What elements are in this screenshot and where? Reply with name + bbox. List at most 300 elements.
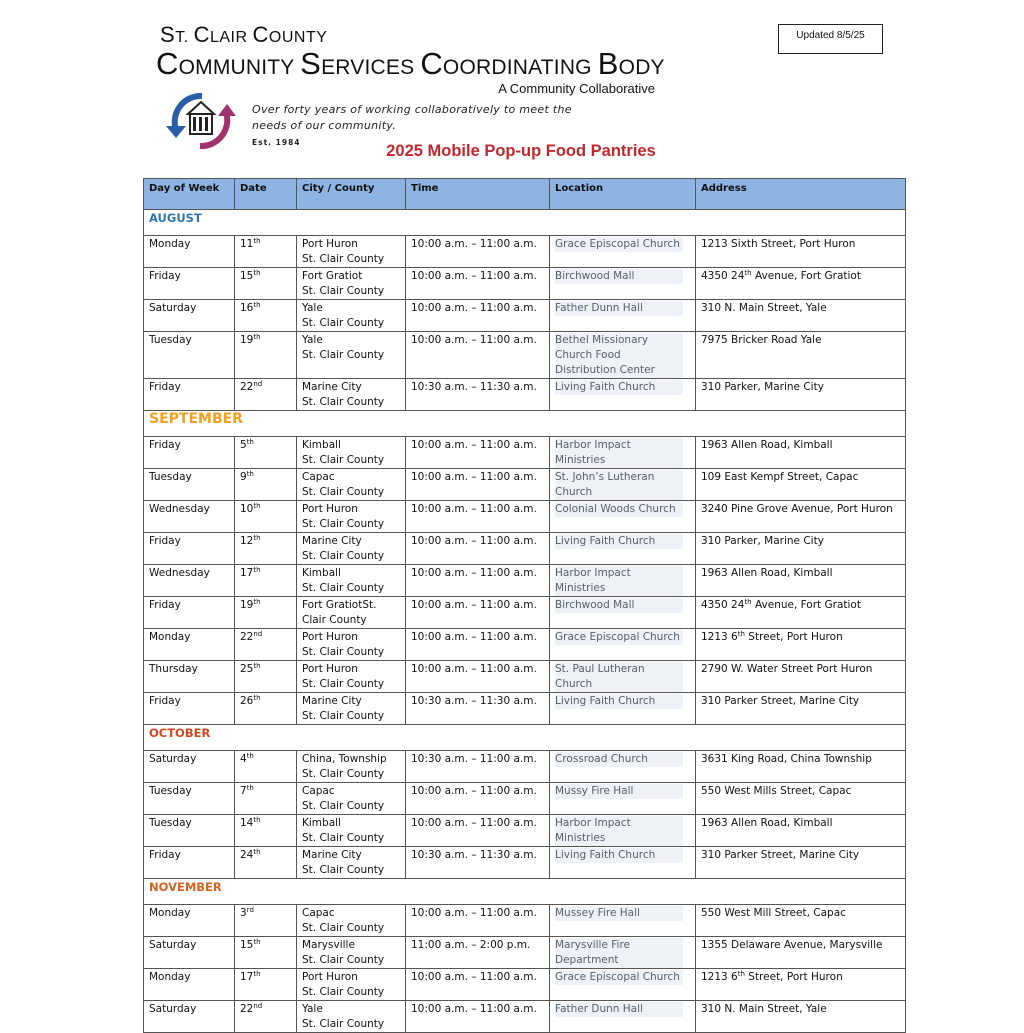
- city-cell: [297, 661, 406, 693]
- location-cell: [550, 268, 696, 300]
- county-name: St. Clair County: [302, 454, 385, 466]
- table-row: [144, 268, 906, 300]
- date-cell: [235, 332, 297, 379]
- time-cell: 10:00 a.m. – 11:00 a.m.: [406, 437, 550, 469]
- date-cell: [235, 437, 297, 469]
- county-name: St. Clair County: [302, 678, 385, 690]
- time-cell: 10:00 a.m. – 11:00 a.m.: [406, 300, 550, 332]
- date-number: 25: [240, 663, 254, 675]
- table-header-row: [144, 179, 906, 210]
- location-cell: [550, 332, 696, 379]
- date-suffix: th: [253, 237, 261, 245]
- location-name: Living Faith Church: [555, 848, 683, 863]
- date-cell: [235, 905, 297, 937]
- address-text: 2790 W. Water Street Port Huron: [701, 663, 873, 675]
- city-cell: [297, 565, 406, 597]
- city-cell: [297, 300, 406, 332]
- location-cell: [550, 847, 696, 879]
- date-cell: [235, 751, 297, 783]
- county-name: St. Clair County: [302, 550, 385, 562]
- date-cell: [235, 501, 297, 533]
- city-cell: [297, 751, 406, 783]
- date-cell: [235, 783, 297, 815]
- date-cell: [235, 268, 297, 300]
- date-number: 3: [240, 907, 247, 919]
- county-name: St. Clair County: [302, 832, 385, 844]
- city-name: Marine City: [302, 695, 362, 707]
- time-cell: 10:00 a.m. – 11:00 a.m.: [406, 565, 550, 597]
- location-name: Harbor Impact Ministries: [555, 438, 683, 468]
- city-name: Marine City: [302, 381, 362, 393]
- date-suffix: th: [253, 694, 261, 702]
- county-name: St. Clair County: [302, 253, 385, 265]
- address-cell: [696, 437, 906, 469]
- address-cell: [696, 629, 906, 661]
- day-cell: Wednesday: [144, 565, 235, 597]
- city-cell: [297, 437, 406, 469]
- location-name: Colonial Woods Church: [555, 502, 683, 517]
- county-name: St. Clair County: [302, 954, 385, 966]
- date-suffix: th: [246, 784, 254, 792]
- date-suffix: th: [253, 848, 261, 856]
- date-suffix: th: [253, 333, 261, 341]
- day-cell: Monday: [144, 905, 235, 937]
- address-text: 3240 Pine Grove Avenue, Port Huron: [701, 503, 893, 515]
- address-cell: [696, 533, 906, 565]
- address-text: 4350 24th Avenue, Fort Gratiot: [701, 598, 861, 611]
- date-cell: [235, 597, 297, 629]
- address-cell: [696, 597, 906, 629]
- city-cell: [297, 905, 406, 937]
- address-text: 109 East Kempf Street, Capac: [701, 471, 859, 483]
- location-cell: [550, 469, 696, 501]
- city-name: Port Huron: [302, 503, 358, 515]
- location-cell: [550, 783, 696, 815]
- address-text: 1963 Allen Road, Kimball: [701, 817, 833, 829]
- time-cell: 10:00 a.m. – 11:00 a.m.: [406, 629, 550, 661]
- date-cell: [235, 533, 297, 565]
- date-suffix: th: [253, 598, 261, 606]
- address-cell: [696, 905, 906, 937]
- address-cell: [696, 693, 906, 725]
- day-cell: Thursday: [144, 661, 235, 693]
- location-name: Crossroad Church: [555, 752, 683, 767]
- address-text: 310 Parker Street, Marine City: [701, 695, 860, 707]
- address-text: 1963 Allen Road, Kimball: [701, 567, 833, 579]
- location-name: Birchwood Mall: [555, 598, 683, 613]
- table-row: [144, 469, 906, 501]
- table-row: [144, 533, 906, 565]
- date-suffix: nd: [253, 380, 263, 388]
- date-number: 26: [240, 695, 254, 707]
- month-label: OCTOBER: [144, 725, 906, 751]
- date-number: 9: [240, 471, 247, 483]
- table-row: [144, 629, 906, 661]
- time-cell: 10:00 a.m. – 11:00 a.m.: [406, 905, 550, 937]
- date-number: 19: [240, 599, 254, 611]
- city-name: Port Huron: [302, 631, 358, 643]
- day-cell: Saturday: [144, 300, 235, 332]
- table-row: [144, 783, 906, 815]
- month-label: SEPTEMBER: [144, 411, 906, 437]
- city-cell: [297, 597, 406, 629]
- day-cell: Friday: [144, 847, 235, 879]
- location-name: Bethel Missionary Church Food Distribution Center: [555, 333, 683, 378]
- county-name: St. Clair County: [302, 518, 385, 530]
- city-cell: [297, 236, 406, 268]
- date-cell: [235, 937, 297, 969]
- month-header-row: [144, 210, 906, 236]
- location-name: Living Faith Church: [555, 534, 683, 549]
- location-name: Living Faith Church: [555, 694, 683, 709]
- city-name: Kimball: [302, 439, 341, 451]
- city-cell: [297, 379, 406, 411]
- city-name: Port Huron: [302, 238, 358, 250]
- location-name: Living Faith Church: [555, 380, 683, 395]
- day-cell: Friday: [144, 379, 235, 411]
- table-row: [144, 565, 906, 597]
- location-name: Mussy Fire Hall: [555, 784, 683, 799]
- date-cell: [235, 969, 297, 1001]
- date-number: 24: [240, 849, 254, 861]
- address-cell: [696, 1001, 906, 1033]
- org-name-line2: COMMUNITY SERVICES COORDINATING BODY: [156, 46, 665, 81]
- date-suffix: nd: [253, 630, 263, 638]
- city-cell: [297, 629, 406, 661]
- date-cell: [235, 693, 297, 725]
- date-suffix: th: [246, 752, 254, 760]
- date-number: 15: [240, 939, 254, 951]
- community-logo-icon: [162, 90, 240, 152]
- location-name: Marysville Fire Department: [555, 938, 683, 968]
- address-text: 1213 6th Street, Port Huron: [701, 970, 843, 983]
- address-cell: [696, 661, 906, 693]
- county-name: St. Clair County: [302, 1018, 385, 1030]
- date-number: 15: [240, 270, 254, 282]
- address-text: 310 N. Main Street, Yale: [701, 302, 827, 314]
- time-cell: 10:00 a.m. – 11:00 a.m.: [406, 969, 550, 1001]
- updated-date-box: Updated 8/5/25: [778, 24, 883, 54]
- county-name: St. Clair County: [302, 396, 385, 408]
- county-name: St. Clair County: [302, 317, 385, 329]
- address-cell: [696, 236, 906, 268]
- county-name: St. Clair County: [302, 864, 385, 876]
- column-header-date: Date: [235, 179, 297, 210]
- date-suffix: nd: [253, 1002, 263, 1010]
- location-cell: [550, 937, 696, 969]
- date-suffix: th: [253, 534, 261, 542]
- address-text: 310 Parker Street, Marine City: [701, 849, 860, 861]
- city-cell: [297, 533, 406, 565]
- location-cell: [550, 969, 696, 1001]
- column-header-time: Time: [406, 179, 550, 210]
- county-name: St. Clair County: [302, 986, 385, 998]
- city-name: Yale: [302, 1003, 323, 1015]
- location-name: Grace Episcopal Church: [555, 237, 683, 252]
- county-name: St. Clair County: [302, 582, 385, 594]
- month-header-row: [144, 411, 906, 437]
- table-row: [144, 969, 906, 1001]
- address-cell: [696, 815, 906, 847]
- date-suffix: th: [246, 438, 254, 446]
- table-row: [144, 597, 906, 629]
- table-row: [144, 1001, 906, 1033]
- time-cell: 10:30 a.m. – 11:30 a.m.: [406, 379, 550, 411]
- location-name: Father Dunn Hall: [555, 301, 683, 316]
- column-header-day: Day of Week: [144, 179, 235, 210]
- county-name: St. Clair County: [302, 800, 385, 812]
- address-text: 1355 Delaware Avenue, Marysville: [701, 939, 883, 951]
- city-name: Port Huron: [302, 971, 358, 983]
- location-cell: [550, 1001, 696, 1033]
- day-cell: Monday: [144, 629, 235, 661]
- time-cell: 10:00 a.m. – 11:00 a.m.: [406, 661, 550, 693]
- day-cell: Friday: [144, 437, 235, 469]
- city-cell: [297, 937, 406, 969]
- city-cell: [297, 969, 406, 1001]
- city-name: China, Township: [302, 753, 387, 765]
- county-name: St. Clair County: [302, 768, 385, 780]
- date-suffix: th: [253, 301, 261, 309]
- date-number: 17: [240, 971, 254, 983]
- time-cell: 11:00 a.m. – 2:00 p.m.: [406, 937, 550, 969]
- time-cell: 10:30 a.m. – 11:30 a.m.: [406, 847, 550, 879]
- org-subtitle: A Community Collaborative: [498, 81, 655, 96]
- date-cell: [235, 1001, 297, 1033]
- location-name: Birchwood Mall: [555, 269, 683, 284]
- date-number: 7: [240, 785, 247, 797]
- date-number: 10: [240, 503, 254, 515]
- date-suffix: th: [246, 470, 254, 478]
- date-cell: [235, 629, 297, 661]
- date-cell: [235, 300, 297, 332]
- date-cell: [235, 236, 297, 268]
- date-suffix: th: [253, 938, 261, 946]
- address-text: 310 Parker, Marine City: [701, 535, 824, 547]
- food-pantry-schedule-table: [143, 178, 906, 1033]
- city-name: Marysville: [302, 939, 355, 951]
- address-cell: [696, 847, 906, 879]
- table-row: [144, 815, 906, 847]
- date-number: 11: [240, 238, 254, 250]
- day-cell: Saturday: [144, 1001, 235, 1033]
- date-number: 22: [240, 1003, 254, 1015]
- table-row: [144, 937, 906, 969]
- table-row: [144, 300, 906, 332]
- city-cell: [297, 815, 406, 847]
- day-cell: Wednesday: [144, 501, 235, 533]
- date-number: 22: [240, 631, 254, 643]
- time-cell: 10:00 a.m. – 11:00 a.m.: [406, 332, 550, 379]
- location-name: Grace Episcopal Church: [555, 630, 683, 645]
- city-name: Marine City: [302, 535, 362, 547]
- location-cell: [550, 751, 696, 783]
- city-cell: [297, 783, 406, 815]
- location-cell: [550, 815, 696, 847]
- address-cell: [696, 751, 906, 783]
- date-suffix: th: [253, 269, 261, 277]
- city-name: Yale: [302, 302, 323, 314]
- day-cell: Friday: [144, 597, 235, 629]
- time-cell: 10:00 a.m. – 11:00 a.m.: [406, 597, 550, 629]
- city-cell: [297, 693, 406, 725]
- address-text: 4350 24th Avenue, Fort Gratiot: [701, 269, 861, 282]
- county-name: St. Clair County: [302, 349, 385, 361]
- date-suffix: th: [253, 566, 261, 574]
- time-cell: 10:00 a.m. – 11:00 a.m.: [406, 1001, 550, 1033]
- table-row: [144, 236, 906, 268]
- city-name: Port Huron: [302, 663, 358, 675]
- date-suffix: th: [253, 662, 261, 670]
- location-cell: [550, 629, 696, 661]
- location-cell: [550, 437, 696, 469]
- city-cell: [297, 332, 406, 379]
- address-cell: [696, 469, 906, 501]
- day-cell: Tuesday: [144, 783, 235, 815]
- address-cell: [696, 565, 906, 597]
- month-header-row: [144, 879, 906, 905]
- established-year: Est. 1984: [252, 138, 301, 147]
- location-name: Harbor Impact Ministries: [555, 566, 683, 596]
- address-cell: [696, 300, 906, 332]
- day-cell: Monday: [144, 969, 235, 1001]
- date-number: 5: [240, 439, 247, 451]
- month-label: AUGUST: [144, 210, 906, 236]
- time-cell: 10:00 a.m. – 11:00 a.m.: [406, 783, 550, 815]
- date-suffix: th: [253, 502, 261, 510]
- date-number: 17: [240, 567, 254, 579]
- time-cell: 10:00 a.m. – 11:00 a.m.: [406, 236, 550, 268]
- address-text: 310 N. Main Street, Yale: [701, 1003, 827, 1015]
- column-header-address: Address: [696, 179, 906, 210]
- date-suffix: th: [253, 816, 261, 824]
- city-cell: [297, 501, 406, 533]
- location-name: Mussey Fire Hall: [555, 906, 683, 921]
- day-cell: Saturday: [144, 937, 235, 969]
- location-cell: [550, 501, 696, 533]
- city-name: Kimball: [302, 817, 341, 829]
- county-name: St. Clair County: [302, 646, 385, 658]
- time-cell: 10:00 a.m. – 11:00 a.m.: [406, 815, 550, 847]
- time-cell: 10:00 a.m. – 11:00 a.m.: [406, 501, 550, 533]
- document-header: [0, 0, 1024, 178]
- date-cell: [235, 815, 297, 847]
- time-cell: 10:00 a.m. – 11:00 a.m.: [406, 469, 550, 501]
- address-cell: [696, 332, 906, 379]
- location-name: St. Paul Lutheran Church: [555, 662, 683, 692]
- day-cell: Friday: [144, 693, 235, 725]
- address-cell: [696, 501, 906, 533]
- location-cell: [550, 905, 696, 937]
- address-text: 550 West Mills Street, Capac: [701, 785, 852, 797]
- location-name: St. John’s Lutheran Church: [555, 470, 683, 500]
- location-cell: [550, 236, 696, 268]
- date-cell: [235, 565, 297, 597]
- date-number: 22: [240, 381, 254, 393]
- city-name: Fort GratiotSt. Clair County: [302, 599, 377, 626]
- date-number: 16: [240, 302, 254, 314]
- county-name: St. Clair County: [302, 486, 385, 498]
- address-cell: [696, 379, 906, 411]
- county-name: St. Clair County: [302, 710, 385, 722]
- address-cell: [696, 969, 906, 1001]
- date-number: 4: [240, 753, 247, 765]
- date-suffix: th: [253, 970, 261, 978]
- date-cell: [235, 847, 297, 879]
- city-name: Yale: [302, 334, 323, 346]
- table-row: [144, 332, 906, 379]
- location-cell: [550, 300, 696, 332]
- month-label: NOVEMBER: [144, 879, 906, 905]
- location-cell: [550, 597, 696, 629]
- table-row: [144, 847, 906, 879]
- city-name: Capac: [302, 785, 335, 797]
- city-name: Capac: [302, 471, 335, 483]
- tagline: Over forty years of working collaboratively to meet the needs of our community.: [252, 103, 572, 132]
- date-cell: [235, 379, 297, 411]
- location-cell: [550, 661, 696, 693]
- city-name: Marine City: [302, 849, 362, 861]
- city-cell: [297, 469, 406, 501]
- city-cell: [297, 268, 406, 300]
- address-cell: [696, 937, 906, 969]
- location-name: Father Dunn Hall: [555, 1002, 683, 1017]
- city-name: Kimball: [302, 567, 341, 579]
- day-cell: Friday: [144, 533, 235, 565]
- address-text: 550 West Mill Street, Capac: [701, 907, 846, 919]
- address-text: 1963 Allen Road, Kimball: [701, 439, 833, 451]
- day-cell: Saturday: [144, 751, 235, 783]
- table-row: [144, 751, 906, 783]
- table-row: [144, 501, 906, 533]
- date-suffix: rd: [246, 906, 254, 914]
- day-cell: Monday: [144, 236, 235, 268]
- day-cell: Friday: [144, 268, 235, 300]
- city-cell: [297, 847, 406, 879]
- city-cell: [297, 1001, 406, 1033]
- date-number: 14: [240, 817, 254, 829]
- time-cell: 10:00 a.m. – 11:00 a.m.: [406, 533, 550, 565]
- date-cell: [235, 661, 297, 693]
- month-header-row: [144, 725, 906, 751]
- address-text: 7975 Bricker Road Yale: [701, 334, 822, 346]
- date-number: 19: [240, 334, 254, 346]
- location-cell: [550, 379, 696, 411]
- address-text: 3631 King Road, China Township: [701, 753, 872, 765]
- location-cell: [550, 693, 696, 725]
- location-name: Grace Episcopal Church: [555, 970, 683, 985]
- city-name: Fort Gratiot: [302, 270, 363, 282]
- table-row: [144, 437, 906, 469]
- location-name: Harbor Impact Ministries: [555, 816, 683, 846]
- table-row: [144, 693, 906, 725]
- column-header-location: Location: [550, 179, 696, 210]
- address-cell: [696, 268, 906, 300]
- day-cell: Tuesday: [144, 332, 235, 379]
- org-name-line1: ST. CLAIR COUNTY: [160, 22, 328, 47]
- table-row: [144, 905, 906, 937]
- day-cell: Tuesday: [144, 815, 235, 847]
- table-row: [144, 661, 906, 693]
- location-cell: [550, 533, 696, 565]
- location-cell: [550, 565, 696, 597]
- county-name: St. Clair County: [302, 285, 385, 297]
- date-number: 12: [240, 535, 254, 547]
- day-cell: Tuesday: [144, 469, 235, 501]
- address-cell: [696, 783, 906, 815]
- address-text: 1213 Sixth Street, Port Huron: [701, 238, 856, 250]
- document-title: 2025 Mobile Pop-up Food Pantries: [386, 142, 656, 160]
